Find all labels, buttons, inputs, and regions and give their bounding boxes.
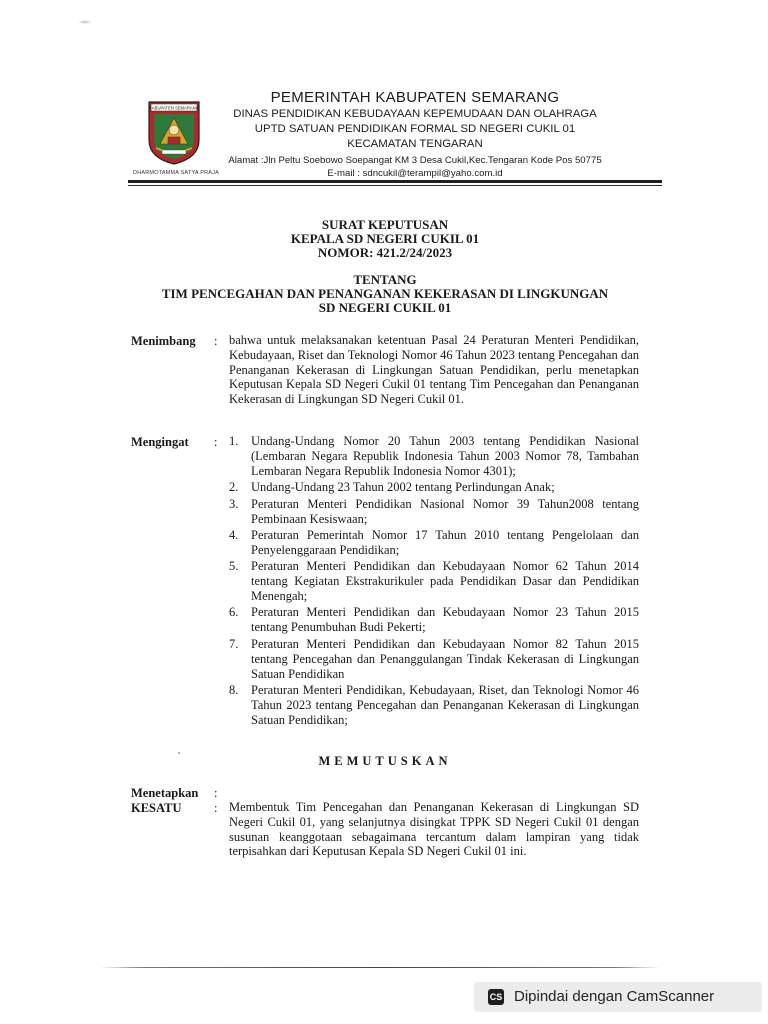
- list-item: 3. Peraturan Menteri Pendidikan Nasional Nomor 39 Tahun2008 tentang Pembinaan Kesiswaan;: [229, 496, 639, 526]
- list-item: 2. Undang-Undang 23 Tahun 2002 tentang Perlindungan Anak;: [229, 480, 555, 495]
- menimbang-label: Menimbang: [131, 334, 196, 348]
- list-item: 1. Undang-Undang Nomor 20 Tahun 2003 tentang Pendidikan Nasional (Lembaran Negara Republik Indonesia Tahun 2003 Nomor 78, Tambahan Lembaran Negara Republik Indonesia Nomor 4301);: [229, 434, 639, 478]
- letterhead-email: E-mail : sdncukil@terampil@yaho.com.id: [327, 168, 503, 179]
- kesatu-colon: :: [214, 801, 218, 815]
- decree-title-line2: KEPALA SD NEGERI CUKIL 01: [290, 231, 480, 246]
- list-item: 8. Peraturan Menteri Pendidikan, Kebudayaan, Riset, dan Teknologi Nomor 46 Tahun 2023 tentang Pencegahan dan Penanganan Kekerasan di Lingkungan Satuan Pendidikan;: [229, 683, 639, 727]
- list-item: 6. Peraturan Menteri Pendidikan dan Kebudayaan Nomor 23 Tahun 2015 tentang Penumbuhan Budi Pekerti;: [229, 605, 639, 635]
- list-item: 5. Peraturan Menteri Pendidikan dan Kebudayaan Nomor 62 Tahun 2014 tentang Kegiatan Ekstrakurikuler pada Pendidikan Dasar dan Pendidikan Menengah;: [229, 559, 639, 604]
- letterhead-address: Alamat :Jln Peltu Soebowo Soepangat KM 3 Desa Cukil,Kec.Tengaran Kode Pos 50775: [228, 155, 602, 166]
- camscanner-logo-icon: CS: [488, 989, 504, 1005]
- letterhead-government: PEMERINTAH KABUPATEN SEMARANG: [270, 89, 560, 106]
- memutuskan-heading: MEMUTUSKAN: [318, 754, 452, 768]
- scan-speck: [78, 20, 92, 24]
- kesatu-text: Membentuk Tim Pencegahan dan Penanganan Kekerasan di Lingkungan SD Negeri Cukil 01, yang selanjutnya disingkat TPPK SD Negeri Cukil 01 dengan susunan keanggotaan sebagaimana tercantum dalam lampiran yang tidak terpisahkan dari Keputusan Kepala SD Negeri Cukil 01 ini.: [229, 800, 639, 859]
- decree-subject-line2: SD NEGERI CUKIL 01: [318, 300, 452, 315]
- logo-motto: DHARMOTAMMA SATYA PRAJA: [133, 170, 219, 176]
- list-item: 4. Peraturan Pemerintah Nomor 17 Tahun 2010 tentang Pengelolaan dan Penyelenggaraan Pendidikan;: [229, 527, 639, 557]
- menimbang-text: bahwa untuk melaksanakan ketentuan Pasal 24 Peraturan Menteri Pendidikan, Kebudayaan, Riset dan Teknologi Nomor 46 Tahun 2023 tentang Pencegahan dan Penanganan Kekerasan di Lingkungan Satuan Pendidikan, perlu menetapkan Keputusan Kepala SD Negeri Cukil 01 tentang Tim Pencegahan dan Penanganan Kekerasan di Lingkungan SD Negeri Cukil 01.: [229, 333, 639, 407]
- menetapkan-colon: :: [214, 786, 218, 800]
- decree-subject-line1: TIM PENCEGAHAN DAN PENANGANAN KEKERASAN DI LINGKUNGAN: [161, 286, 609, 301]
- decree-title: [110, 218, 660, 260]
- kesatu-label: KESATU: [131, 801, 182, 815]
- camscanner-watermark: [474, 982, 762, 1012]
- letterhead-agency: DINAS PENDIDIKAN KEBUDAYAAN KEPEMUDAAN DAN OLAHRAGA: [233, 108, 597, 120]
- decree-subject: [110, 273, 660, 315]
- decree-title-line1: SURAT KEPUTUSAN: [321, 217, 449, 232]
- letterhead-rule-thin: [128, 185, 662, 186]
- letterhead-district: KECAMATAN TENGARAN: [347, 138, 483, 150]
- camscanner-text: Dipindai dengan CamScanner: [514, 988, 715, 1005]
- kabupaten-semarang-logo-icon: [146, 100, 202, 166]
- decree-tentang: TENTANG: [353, 272, 417, 287]
- letterhead-unit: UPTD SATUAN PENDIDIKAN FORMAL SD NEGERI CUKIL 01: [254, 123, 576, 135]
- list-item: 7. Peraturan Menteri Pendidikan dan Kebudayaan Nomor 82 Tahun 2015 tentang Pencegahan dan Penanggulangan Tindak Kekerasan di Lingkungan Satuan Pendidikan: [229, 636, 639, 681]
- logo-banner-text: KABUPATEN SEMARANG: [149, 105, 199, 111]
- mengingat-list: [229, 434, 639, 729]
- letterhead-rule-thick: [128, 180, 662, 183]
- menetapkan-label: Menetapkan: [131, 786, 199, 800]
- mengingat-colon: :: [214, 435, 218, 449]
- decree-number: NOMOR: 421.2/24/2023: [317, 245, 453, 260]
- menimbang-colon: :: [214, 334, 218, 348]
- bottom-rule: [100, 967, 660, 968]
- letterhead: [215, 88, 615, 180]
- mengingat-label: Mengingat: [131, 435, 189, 449]
